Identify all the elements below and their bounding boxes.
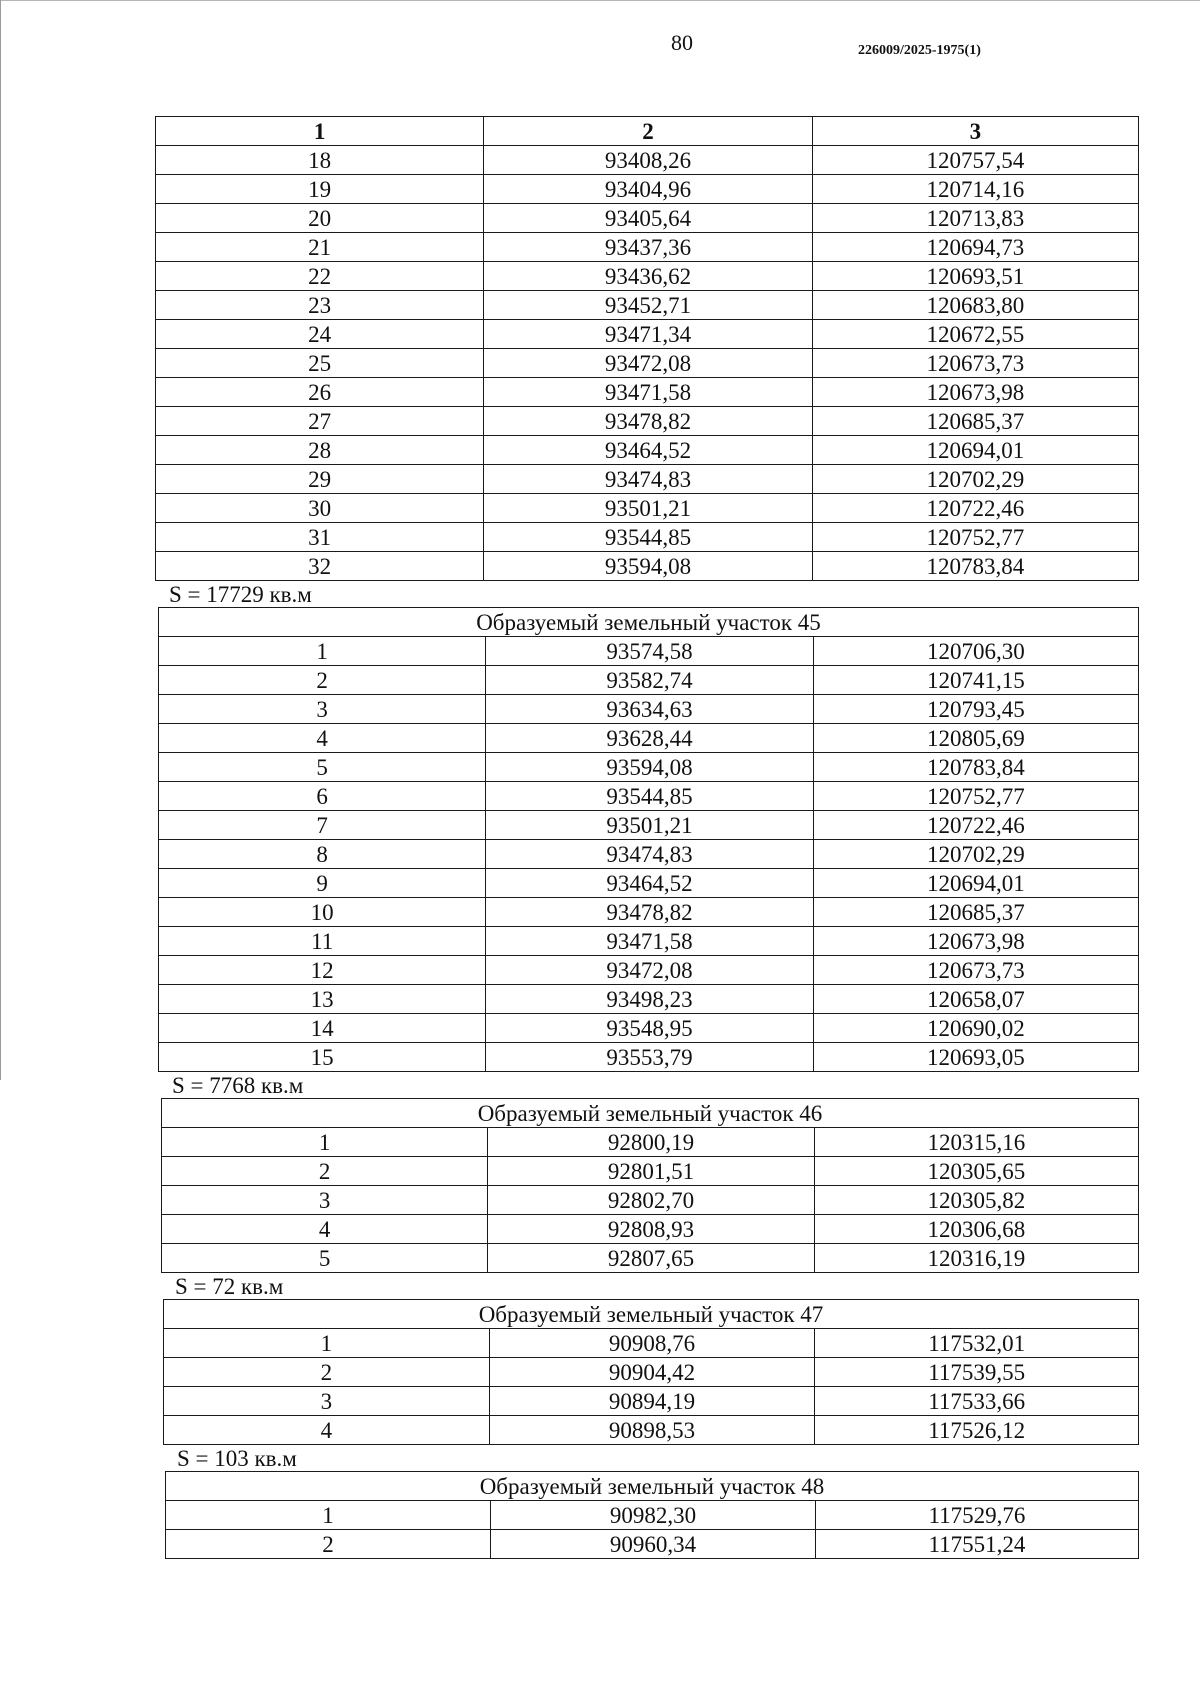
parcel-title-row	[162, 1099, 1139, 1128]
coordinate-x: 93471,58	[486, 927, 813, 956]
coordinate-y: 120722,46	[813, 811, 1138, 840]
table-row	[159, 840, 1139, 869]
coordinates-table	[155, 116, 1139, 581]
coordinate-x: 92802,70	[488, 1186, 814, 1215]
parcel-area: S = 72 кв.м	[175, 1274, 284, 1299]
point-number: 1	[159, 637, 486, 666]
parcel-title: Образуемый земельный участок 48	[166, 1472, 1139, 1501]
table-row	[156, 146, 1139, 175]
coordinate-x: 93471,34	[484, 320, 812, 349]
table-row	[162, 1215, 1139, 1244]
coordinate-x: 93452,71	[484, 291, 812, 320]
coordinate-y: 120683,80	[812, 291, 1138, 320]
point-number: 24	[156, 320, 484, 349]
table-row	[164, 1358, 1139, 1387]
coordinate-y: 120805,69	[813, 724, 1138, 753]
point-number: 8	[159, 840, 486, 869]
table-row	[159, 753, 1139, 782]
point-number: 21	[156, 233, 484, 262]
table-row	[159, 695, 1139, 724]
coordinate-y: 117529,76	[815, 1501, 1138, 1530]
point-number: 20	[156, 204, 484, 233]
table-row	[156, 175, 1139, 204]
coordinate-y: 120673,73	[813, 956, 1138, 985]
coordinate-x: 93498,23	[486, 985, 813, 1014]
coordinate-x: 93634,63	[486, 695, 813, 724]
table-row	[159, 898, 1139, 927]
coordinate-x: 90894,19	[489, 1387, 815, 1416]
point-number: 27	[156, 407, 484, 436]
table-row	[162, 1244, 1139, 1273]
coordinate-x: 93472,08	[484, 349, 812, 378]
coordinate-x: 93464,52	[484, 436, 812, 465]
table-row	[164, 1416, 1139, 1445]
table-row	[164, 1329, 1139, 1358]
coordinate-y: 120741,15	[813, 666, 1138, 695]
table-row	[162, 1128, 1139, 1157]
table-row	[156, 349, 1139, 378]
point-number: 10	[159, 898, 486, 927]
table-row	[159, 637, 1139, 666]
coordinate-x: 93472,08	[486, 956, 813, 985]
point-number: 2	[166, 1530, 491, 1559]
coordinate-y: 120757,54	[812, 146, 1138, 175]
coordinate-x: 93478,82	[486, 898, 813, 927]
table-row	[159, 956, 1139, 985]
coordinate-y: 120673,98	[813, 927, 1138, 956]
parcel-section	[158, 607, 1139, 1098]
point-number: 19	[156, 175, 484, 204]
coordinate-x: 92801,51	[488, 1157, 814, 1186]
coordinate-y: 120315,16	[814, 1128, 1138, 1157]
coordinate-y: 117532,01	[815, 1329, 1139, 1358]
table-row	[159, 724, 1139, 753]
coordinates-table	[158, 607, 1139, 1072]
coordinate-y: 120316,19	[814, 1244, 1138, 1273]
coordinate-y: 120722,46	[812, 494, 1138, 523]
column-header: 1	[156, 117, 484, 146]
coordinate-x: 93501,21	[484, 494, 812, 523]
table-row	[156, 494, 1139, 523]
coordinate-y: 120693,05	[813, 1043, 1138, 1072]
coordinates-table	[165, 1471, 1139, 1559]
point-number: 6	[159, 782, 486, 811]
scan-edge-top	[0, 0, 1200, 1]
point-number: 29	[156, 465, 484, 494]
table-row	[159, 869, 1139, 898]
coordinate-y: 120713,83	[812, 204, 1138, 233]
coordinate-x: 92808,93	[488, 1215, 814, 1244]
coordinates-content	[155, 116, 1139, 1559]
table-row	[156, 262, 1139, 291]
table-row	[156, 552, 1139, 581]
parcel-area: S = 17729 кв.м	[169, 582, 312, 607]
table-row	[166, 1501, 1139, 1530]
parcel-title: Образуемый земельный участок 45	[159, 608, 1139, 637]
parcel-area: S = 7768 кв.м	[172, 1073, 304, 1098]
table-row	[159, 782, 1139, 811]
coordinate-y: 120693,51	[812, 262, 1138, 291]
point-number: 5	[162, 1244, 488, 1273]
point-number: 1	[162, 1128, 488, 1157]
point-number: 18	[156, 146, 484, 175]
coordinate-x: 93544,85	[484, 523, 812, 552]
table-header-row	[156, 117, 1139, 146]
page-number: 80	[671, 30, 693, 55]
table-row	[156, 407, 1139, 436]
coordinate-x: 93436,62	[484, 262, 812, 291]
point-number: 14	[159, 1014, 486, 1043]
coordinate-x: 93474,83	[484, 465, 812, 494]
coordinate-x: 93405,64	[484, 204, 812, 233]
coordinate-y: 120694,01	[812, 436, 1138, 465]
point-number: 9	[159, 869, 486, 898]
coordinate-x: 90982,30	[490, 1501, 815, 1530]
scan-edge-left	[0, 0, 1, 1080]
parcel-title: Образуемый земельный участок 46	[162, 1099, 1139, 1128]
coordinate-y: 120305,82	[814, 1186, 1138, 1215]
point-number: 1	[166, 1501, 491, 1530]
coordinate-x: 93471,58	[484, 378, 812, 407]
point-number: 28	[156, 436, 484, 465]
parcel-section	[155, 116, 1139, 607]
point-number: 23	[156, 291, 484, 320]
column-header: 2	[484, 117, 812, 146]
coordinate-y: 120685,37	[812, 407, 1138, 436]
coordinate-x: 93408,26	[484, 146, 812, 175]
coordinate-y: 120783,84	[812, 552, 1138, 581]
point-number: 2	[159, 666, 486, 695]
coordinate-y: 120694,01	[813, 869, 1138, 898]
point-number: 1	[164, 1329, 490, 1358]
coordinate-y: 120783,84	[813, 753, 1138, 782]
point-number: 26	[156, 378, 484, 407]
coordinate-y: 117539,55	[815, 1358, 1139, 1387]
table-row	[156, 291, 1139, 320]
coordinate-x: 90960,34	[490, 1530, 815, 1559]
coordinate-y: 120305,65	[814, 1157, 1138, 1186]
coordinate-y: 120793,45	[813, 695, 1138, 724]
point-number: 3	[164, 1387, 490, 1416]
coordinates-table	[163, 1299, 1139, 1445]
parcel-title-row	[164, 1300, 1139, 1329]
table-row	[166, 1530, 1139, 1559]
coordinate-y: 117533,66	[815, 1387, 1139, 1416]
point-number: 4	[164, 1416, 490, 1445]
point-number: 13	[159, 985, 486, 1014]
table-row	[159, 811, 1139, 840]
table-row	[159, 1014, 1139, 1043]
table-row	[159, 1043, 1139, 1072]
coordinate-x: 90904,42	[489, 1358, 815, 1387]
coordinate-y: 120702,29	[813, 840, 1138, 869]
coordinate-y: 120673,98	[812, 378, 1138, 407]
coordinate-y: 120690,02	[813, 1014, 1138, 1043]
point-number: 5	[159, 753, 486, 782]
parcel-section	[163, 1299, 1139, 1471]
parcel-title-row	[166, 1472, 1139, 1501]
coordinate-x: 93582,74	[486, 666, 813, 695]
coordinate-x: 92807,65	[488, 1244, 814, 1273]
coordinate-x: 93548,95	[486, 1014, 813, 1043]
coordinate-x: 93574,58	[486, 637, 813, 666]
table-row	[156, 233, 1139, 262]
parcel-title: Образуемый земельный участок 47	[164, 1300, 1139, 1329]
coordinate-x: 93553,79	[486, 1043, 813, 1072]
table-row	[159, 927, 1139, 956]
coordinate-x: 90908,76	[489, 1329, 815, 1358]
coordinate-y: 120702,29	[812, 465, 1138, 494]
point-number: 4	[162, 1215, 488, 1244]
coordinate-y: 120752,77	[813, 782, 1138, 811]
coordinate-y: 120694,73	[812, 233, 1138, 262]
point-number: 22	[156, 262, 484, 291]
point-number: 2	[164, 1358, 490, 1387]
document-reference: 226009/2025-1975(1)	[858, 43, 981, 58]
column-header: 3	[812, 117, 1138, 146]
coordinate-x: 92800,19	[488, 1128, 814, 1157]
point-number: 2	[162, 1157, 488, 1186]
parcel-title-row	[159, 608, 1139, 637]
coordinate-x: 93478,82	[484, 407, 812, 436]
point-number: 15	[159, 1043, 486, 1072]
coordinate-x: 93464,52	[486, 869, 813, 898]
coordinate-y: 120306,68	[814, 1215, 1138, 1244]
coordinate-x: 93544,85	[486, 782, 813, 811]
table-row	[156, 378, 1139, 407]
parcel-section	[165, 1471, 1139, 1559]
point-number: 3	[159, 695, 486, 724]
point-number: 31	[156, 523, 484, 552]
coordinate-x: 93404,96	[484, 175, 812, 204]
point-number: 4	[159, 724, 486, 753]
coordinate-y: 120752,77	[812, 523, 1138, 552]
coordinate-y: 120658,07	[813, 985, 1138, 1014]
point-number: 11	[159, 927, 486, 956]
parcel-section	[161, 1098, 1139, 1299]
coordinate-x: 93437,36	[484, 233, 812, 262]
table-row	[156, 204, 1139, 233]
coordinate-x: 90898,53	[489, 1416, 815, 1445]
table-row	[159, 666, 1139, 695]
point-number: 3	[162, 1186, 488, 1215]
parcel-area: S = 103 кв.м	[177, 1446, 297, 1471]
coordinate-y: 120685,37	[813, 898, 1138, 927]
coordinate-x: 93594,08	[484, 552, 812, 581]
table-row	[156, 436, 1139, 465]
table-row	[162, 1157, 1139, 1186]
table-row	[156, 320, 1139, 349]
coordinate-x: 93594,08	[486, 753, 813, 782]
coordinate-x: 93501,21	[486, 811, 813, 840]
coordinate-y: 120714,16	[812, 175, 1138, 204]
coordinate-x: 93474,83	[486, 840, 813, 869]
table-row	[156, 523, 1139, 552]
table-row	[164, 1387, 1139, 1416]
point-number: 25	[156, 349, 484, 378]
coordinate-y: 120672,55	[812, 320, 1138, 349]
point-number: 7	[159, 811, 486, 840]
table-row	[156, 465, 1139, 494]
table-row	[162, 1186, 1139, 1215]
point-number: 12	[159, 956, 486, 985]
table-row	[159, 985, 1139, 1014]
point-number: 30	[156, 494, 484, 523]
point-number: 32	[156, 552, 484, 581]
coordinate-y: 117526,12	[815, 1416, 1139, 1445]
coordinate-y: 120706,30	[813, 637, 1138, 666]
coordinate-x: 93628,44	[486, 724, 813, 753]
coordinate-y: 117551,24	[815, 1530, 1138, 1559]
coordinate-y: 120673,73	[812, 349, 1138, 378]
coordinates-table	[161, 1098, 1139, 1273]
